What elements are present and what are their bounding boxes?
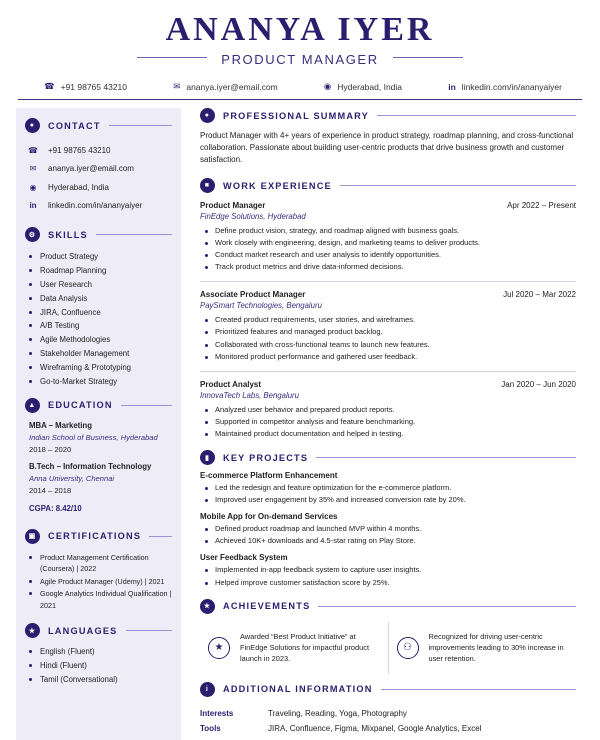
- list-item: Product Strategy: [29, 250, 172, 264]
- section-label: ADDITIONAL INFORMATION: [223, 684, 373, 695]
- linkedin-text: linkedin.com/in/ananyaiyer: [461, 81, 562, 92]
- divider: [121, 405, 172, 406]
- school: Anna University, Chennai: [29, 473, 115, 483]
- job-dates: Apr 2022 – Present: [507, 201, 576, 210]
- list-item: Achieved 10K+ downloads and 4.5-star rating on Play Store.: [205, 535, 576, 547]
- trophy-icon: ★: [200, 599, 215, 614]
- contact-text: linkedin.com/in/ananyaiyer: [48, 201, 143, 211]
- email-icon: ✉: [173, 81, 181, 91]
- linkedin-icon: in: [448, 81, 456, 92]
- linkedin-icon: in: [29, 201, 37, 211]
- education-list: [25, 421, 172, 495]
- project-title: E-commerce Platform Enhancement: [200, 471, 338, 481]
- list-item: Track product metrics and drive data-informed decisions.: [205, 261, 576, 273]
- sidebar-contact-location: [25, 178, 172, 197]
- job-bullets: [200, 404, 576, 440]
- info-key: Tools: [200, 723, 221, 733]
- contact-text: +91 98765 43210: [48, 145, 111, 155]
- divider: [393, 57, 463, 58]
- job-entry: [200, 380, 576, 440]
- project-title: User Feedback System: [200, 553, 288, 563]
- list-item: Data Analysis: [29, 291, 172, 305]
- list-item: Wireframing & Prototyping: [29, 360, 172, 374]
- project-entry: [200, 553, 576, 588]
- info-key: Interests: [200, 708, 234, 718]
- header-divider: [18, 99, 582, 100]
- years: 2014 – 2018: [29, 485, 72, 495]
- header-contact-location: [324, 81, 402, 92]
- section-label: LANGUAGES: [48, 625, 118, 636]
- divider: [316, 457, 576, 458]
- header-contact-email[interactable]: [173, 81, 277, 92]
- project-entry: [200, 471, 576, 506]
- achievement-text: Awarded “Best Product Initiative” at FinEdge Solutions for impactful product launch in 2023.: [240, 632, 369, 664]
- header-contact-bar: [0, 81, 600, 92]
- section-title-languages: [25, 623, 172, 638]
- divider: [126, 630, 172, 631]
- divider: [149, 536, 172, 537]
- list-item: Work closely with engineering, design, and marketing teams to deliver products.: [205, 237, 576, 249]
- gear-icon: ⚙: [25, 227, 40, 242]
- degree: B.Tech – Information Technology: [29, 461, 152, 471]
- phone-icon: ☎: [28, 145, 38, 155]
- star-icon: ★: [25, 623, 40, 638]
- location-icon: ◉: [29, 182, 37, 192]
- sidebar-contact-list: [25, 141, 172, 215]
- job-bullets: [200, 314, 576, 362]
- list-item: Supported in competitor analysis and feature benchmarking.: [205, 416, 576, 428]
- section-title-contact: [25, 118, 172, 133]
- resume-header: [0, 0, 600, 92]
- section-label: CERTIFICATIONS: [48, 531, 142, 542]
- list-item: Analyzed user behavior and prepared product reports.: [205, 404, 576, 416]
- section-title-achievements: [200, 599, 576, 614]
- summary-text: Product Manager with 4+ years of experience in product strategy, roadmap planning, and cross-functional collaboration. Passionate about building user-centric products that drive business growth and customer satisfaction.: [200, 131, 574, 164]
- achievement-card: [388, 622, 577, 674]
- section-label: PROFESSIONAL SUMMARY: [223, 110, 369, 121]
- achievements-row: [200, 622, 576, 674]
- contact-text: Hyderabad, India: [48, 182, 109, 192]
- job-title: Product Analyst: [200, 379, 262, 389]
- list-item: Maintained product documentation and helped in testing.: [205, 428, 576, 440]
- degree: MBA – Marketing: [29, 420, 92, 430]
- divider: [381, 689, 576, 690]
- award-icon: ★: [208, 637, 230, 659]
- email-text: ananya.iyer@email.com: [186, 81, 278, 92]
- list-item: Stakeholder Management: [29, 347, 172, 361]
- job-dates: Jul 2020 – Mar 2022: [503, 290, 576, 300]
- divider: [377, 115, 576, 116]
- divider: [340, 185, 576, 186]
- job-dates: Jan 2020 – Jun 2020: [501, 379, 576, 389]
- job-bullets: [200, 225, 576, 273]
- job-entry: [200, 290, 576, 362]
- languages-list: [25, 644, 172, 686]
- divider: [109, 125, 172, 126]
- list-item: Collaborated with cross-functional teams to launch new features.: [205, 339, 576, 351]
- list-item: Tamil (Conversational): [29, 672, 172, 686]
- contact-text: ananya.iyer@email.com: [48, 164, 134, 174]
- project-entry: [200, 512, 576, 547]
- sidebar-contact-phone: [25, 141, 172, 160]
- info-row: [200, 706, 576, 721]
- job-title: Associate Product Manager: [200, 290, 306, 300]
- certificate-icon: ▣: [25, 529, 40, 544]
- list-item: Product Management Certification (Coursera) | 2022: [29, 552, 172, 575]
- section-label: ACHIEVEMENTS: [223, 601, 311, 612]
- list-item: Define product vision, strategy, and roadmap aligned with business goals.: [205, 225, 576, 237]
- list-item: English (Fluent): [29, 644, 172, 658]
- list-item: Hindi (Fluent): [29, 658, 172, 672]
- briefcase-icon: ■: [200, 178, 215, 193]
- info-value: Traveling, Reading, Yoga, Photography: [268, 708, 407, 718]
- location-text: Hyderabad, India: [337, 81, 403, 92]
- info-icon: i: [200, 682, 215, 697]
- list-item: Monitored product performance and gathered user feedback.: [205, 351, 576, 363]
- project-bullets: [200, 523, 576, 547]
- list-item: Agile Methodologies: [29, 333, 172, 347]
- sidebar-contact-linkedin[interactable]: [25, 197, 172, 216]
- project-bullets: [200, 482, 576, 506]
- list-item: Helped improve customer satisfaction score by 25%.: [205, 577, 576, 589]
- user-icon: ●: [25, 118, 40, 133]
- section-title-skills: [25, 227, 172, 242]
- section-label: WORK EXPERIENCE: [223, 180, 332, 191]
- cgpa: CGPA: 8.42/10: [29, 503, 82, 513]
- list-item: Prioritized features and managed product backlog.: [205, 326, 576, 338]
- section-title-certifications: [25, 529, 172, 544]
- list-item: Google Analytics Individual Qualification | 2021: [29, 588, 172, 611]
- divider: [96, 234, 172, 235]
- section-label: EDUCATION: [48, 400, 113, 411]
- sidebar-contact-email[interactable]: [25, 160, 172, 179]
- project-title: Mobile App for On-demand Services: [200, 512, 338, 522]
- info-row: [200, 721, 576, 736]
- list-item: Conduct market research and user analysis to identify opportunities.: [205, 249, 576, 261]
- section-title-additional-info: [200, 682, 576, 697]
- candidate-name: ANANYA IYER: [165, 11, 435, 48]
- list-item: User Research: [29, 278, 172, 292]
- sidebar: [16, 108, 181, 740]
- section-title-education: [25, 398, 172, 413]
- job-company: InnovaTech Labs, Bengaluru: [200, 390, 299, 400]
- graduation-cap-icon: ▲: [25, 398, 40, 413]
- job-company: FinEdge Solutions, Hyderabad: [200, 212, 306, 221]
- header-contact-phone: [44, 81, 127, 92]
- list-item: Go-to-Market Strategy: [29, 374, 172, 388]
- phone-icon: ☎: [44, 81, 55, 91]
- main-content: [200, 108, 576, 736]
- achievement-text: Recognized for driving user-centric improvements leading to 30% increase in user retention.: [428, 632, 564, 664]
- list-item: Agile Product Manager (Udemy) | 2021: [29, 576, 172, 588]
- divider: [200, 281, 576, 282]
- job-entry: [200, 201, 576, 273]
- email-icon: ✉: [29, 164, 37, 174]
- job-title: Product Manager: [200, 201, 266, 210]
- candidate-role: PRODUCT MANAGER: [221, 52, 379, 67]
- list-item: Improved user engagement by 35% and increased conversion rate by 20%.: [205, 494, 576, 506]
- achievement-card: [200, 622, 388, 674]
- list-item: Created product requirements, user stories, and wireframes.: [205, 314, 576, 326]
- person-icon: ●: [200, 108, 215, 123]
- divider: [137, 57, 207, 58]
- years: 2018 – 2020: [29, 444, 72, 454]
- additional-info-list: [200, 706, 576, 736]
- divider: [200, 371, 576, 372]
- section-label: KEY PROJECTS: [223, 452, 309, 463]
- divider: [318, 606, 576, 607]
- info-value: JIRA, Confluence, Figma, Mixpanel, Google Analytics, Excel: [268, 723, 482, 733]
- phone-text: +91 98765 43210: [60, 81, 128, 92]
- header-contact-linkedin[interactable]: [448, 81, 562, 92]
- list-item: Defined product roadmap and launched MVP within 4 months.: [205, 523, 576, 535]
- project-bullets: [200, 564, 576, 588]
- list-item: JIRA, Confluence: [29, 305, 172, 319]
- certifications-list: [25, 552, 172, 612]
- skills-list: [25, 250, 172, 388]
- list-item: Roadmap Planning: [29, 264, 172, 278]
- role-line: [0, 48, 600, 67]
- section-title-experience: [200, 178, 576, 193]
- team-icon: ⚇: [397, 637, 419, 659]
- folder-icon: ▮: [200, 450, 215, 465]
- section-title-projects: [200, 450, 576, 465]
- school: Indian School of Business, Hyderabad: [29, 432, 158, 442]
- location-icon: ◉: [323, 81, 332, 91]
- section-label: CONTACT: [48, 120, 101, 131]
- section-title-summary: [200, 108, 576, 123]
- section-label: SKILLS: [48, 229, 88, 240]
- job-company: PaySmart Technologies, Bengaluru: [200, 301, 322, 311]
- list-item: A/B Testing: [29, 319, 172, 333]
- list-item: Implemented in-app feedback system to capture user insights.: [205, 564, 576, 576]
- list-item: Led the redesign and feature optimization for the e-commerce platform.: [205, 482, 576, 494]
